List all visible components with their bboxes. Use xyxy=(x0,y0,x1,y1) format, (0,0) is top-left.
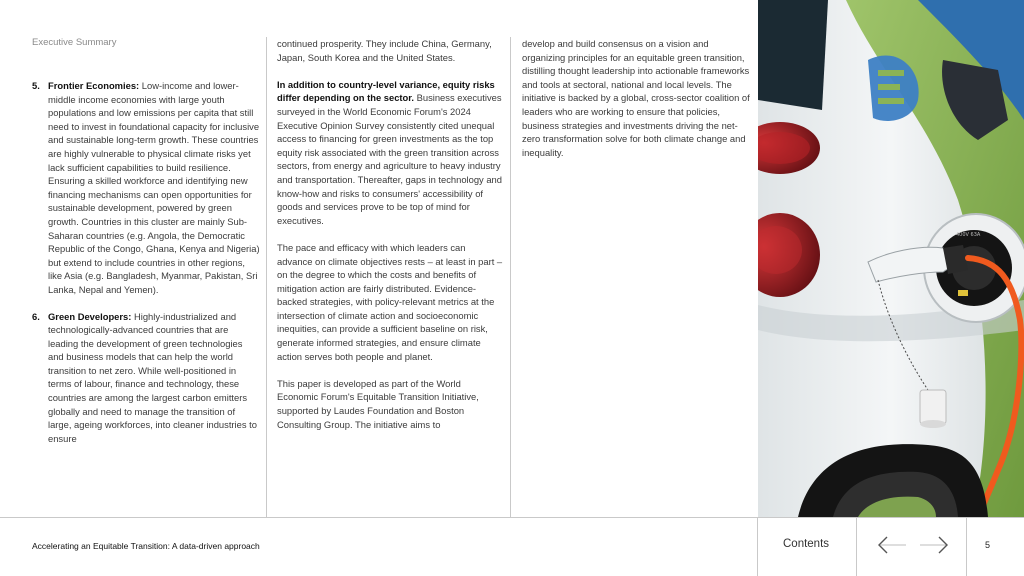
section-label: Executive Summary xyxy=(32,37,117,48)
list-number: 5. xyxy=(32,80,40,91)
sector-risk-heading: In addition to country-level variance, equity risks differ depending on the sector. xyxy=(277,78,495,104)
sector-risk-body: Business executives surveyed in the World Economic Forum's 2024 Executive Opinion Survey consistently cited unequal access to financing for green investments as the top equity risk associated with the green transition across sectors, from energy and agriculture to heavy industry and transportation. Thereafter, gaps in technology and know-how and risks to consumers' accessibility of goods and services prove to be top of mind for executives. xyxy=(277,92,502,226)
column-divider xyxy=(266,37,267,517)
footer-divider xyxy=(757,517,758,576)
page-number: 5 xyxy=(985,540,991,550)
list-item-title: Frontier Economies: xyxy=(48,80,140,91)
column-divider xyxy=(510,37,511,517)
initiative-continuation-paragraph: develop and build consensus on a vision and organizing principles for an equitable green transition, distilling thought leadership into actionable frameworks and tools at sectoral, national and local levels. The initiative is backed by a global, cross-sector coalition of leaders who are working to ensure that policies, business strategies and investments driving the net-zero transformation solve for both climate change and inequality. xyxy=(522,38,750,158)
list-number: 6. xyxy=(32,310,40,322)
page-navigation xyxy=(876,534,950,556)
sector-risk-paragraph xyxy=(277,78,503,228)
ev-charging-photo xyxy=(758,0,1024,517)
report-title: Accelerating an Equitable Transition: A data-driven approach xyxy=(32,541,260,551)
list-item-body: Low-income and lower-middle income economies with large youth populations and low emissions per capita that still need to invest in foundational capacity for inclusive and sustainable long-term growth. These countries are highly vulnerable to physical climate risks yet lack sufficient capabilities to build resilience. Ensuring a skilled workforce and identifying new financing mechanisms can open opportunities for sustainable development, powered by green growth. Countries in this cluster are mainly Sub-Saharan countries (e.g. Angola, the Democratic Republic of the Congo, Ghana, Kenya and Nigeria) but extend to include countries in other regions, like Asia (e.g. Bangladesh, Myanmar, Pakistan, Sri Lanka, Nepal and Yemen). xyxy=(48,80,260,295)
initiative-paragraph: This paper is developed as part of the World Economic Forum's Equitable Transition Initiative, supported by Laudes Foundation and Boston Consulting Group. The initiative aims to xyxy=(277,377,479,430)
svg-text:400V 63A: 400V 63A xyxy=(956,232,981,238)
list-item-frontier-economies xyxy=(32,79,260,297)
list-item-green-developers xyxy=(32,310,260,446)
footer-divider xyxy=(856,517,857,576)
previous-page-icon[interactable] xyxy=(876,534,906,556)
contents-link[interactable]: Contents xyxy=(783,538,830,550)
footer-divider xyxy=(966,517,967,576)
footer-rule xyxy=(0,517,1024,518)
column-2 xyxy=(277,37,503,431)
column-1 xyxy=(32,79,260,458)
climate-pace-paragraph: The pace and efficacy with which leaders can advance on climate objectives rests – at least in part – on the degree to which the costs and benefits of mitigation action are fairly distributed. Evidence-backed strategies, with policy-relevant metrics at the intersection of climate action and socioeconomic inequities, can provide a sufficient baseline on risk, generate informed strategies, and ensure climate action serves both people and planet. xyxy=(277,241,503,362)
continuation-paragraph: continued prosperity. They include China, Germany, Japan, South Korea and the United States. xyxy=(277,38,492,63)
column-3 xyxy=(522,37,750,159)
next-page-icon[interactable] xyxy=(920,534,950,556)
list-item-body: Highly-industrialized and technologically-advanced countries that are leading the development of green technologies and business models that can help the world transition to net zero. While well-positioned in terms of labour, finance and technology, these countries are among the largest carbon emitters globally and need to manage the transition of large, ageing workforces, into cleaner industries to ensure xyxy=(48,310,257,444)
list-item-title: Green Developers: xyxy=(48,310,132,322)
